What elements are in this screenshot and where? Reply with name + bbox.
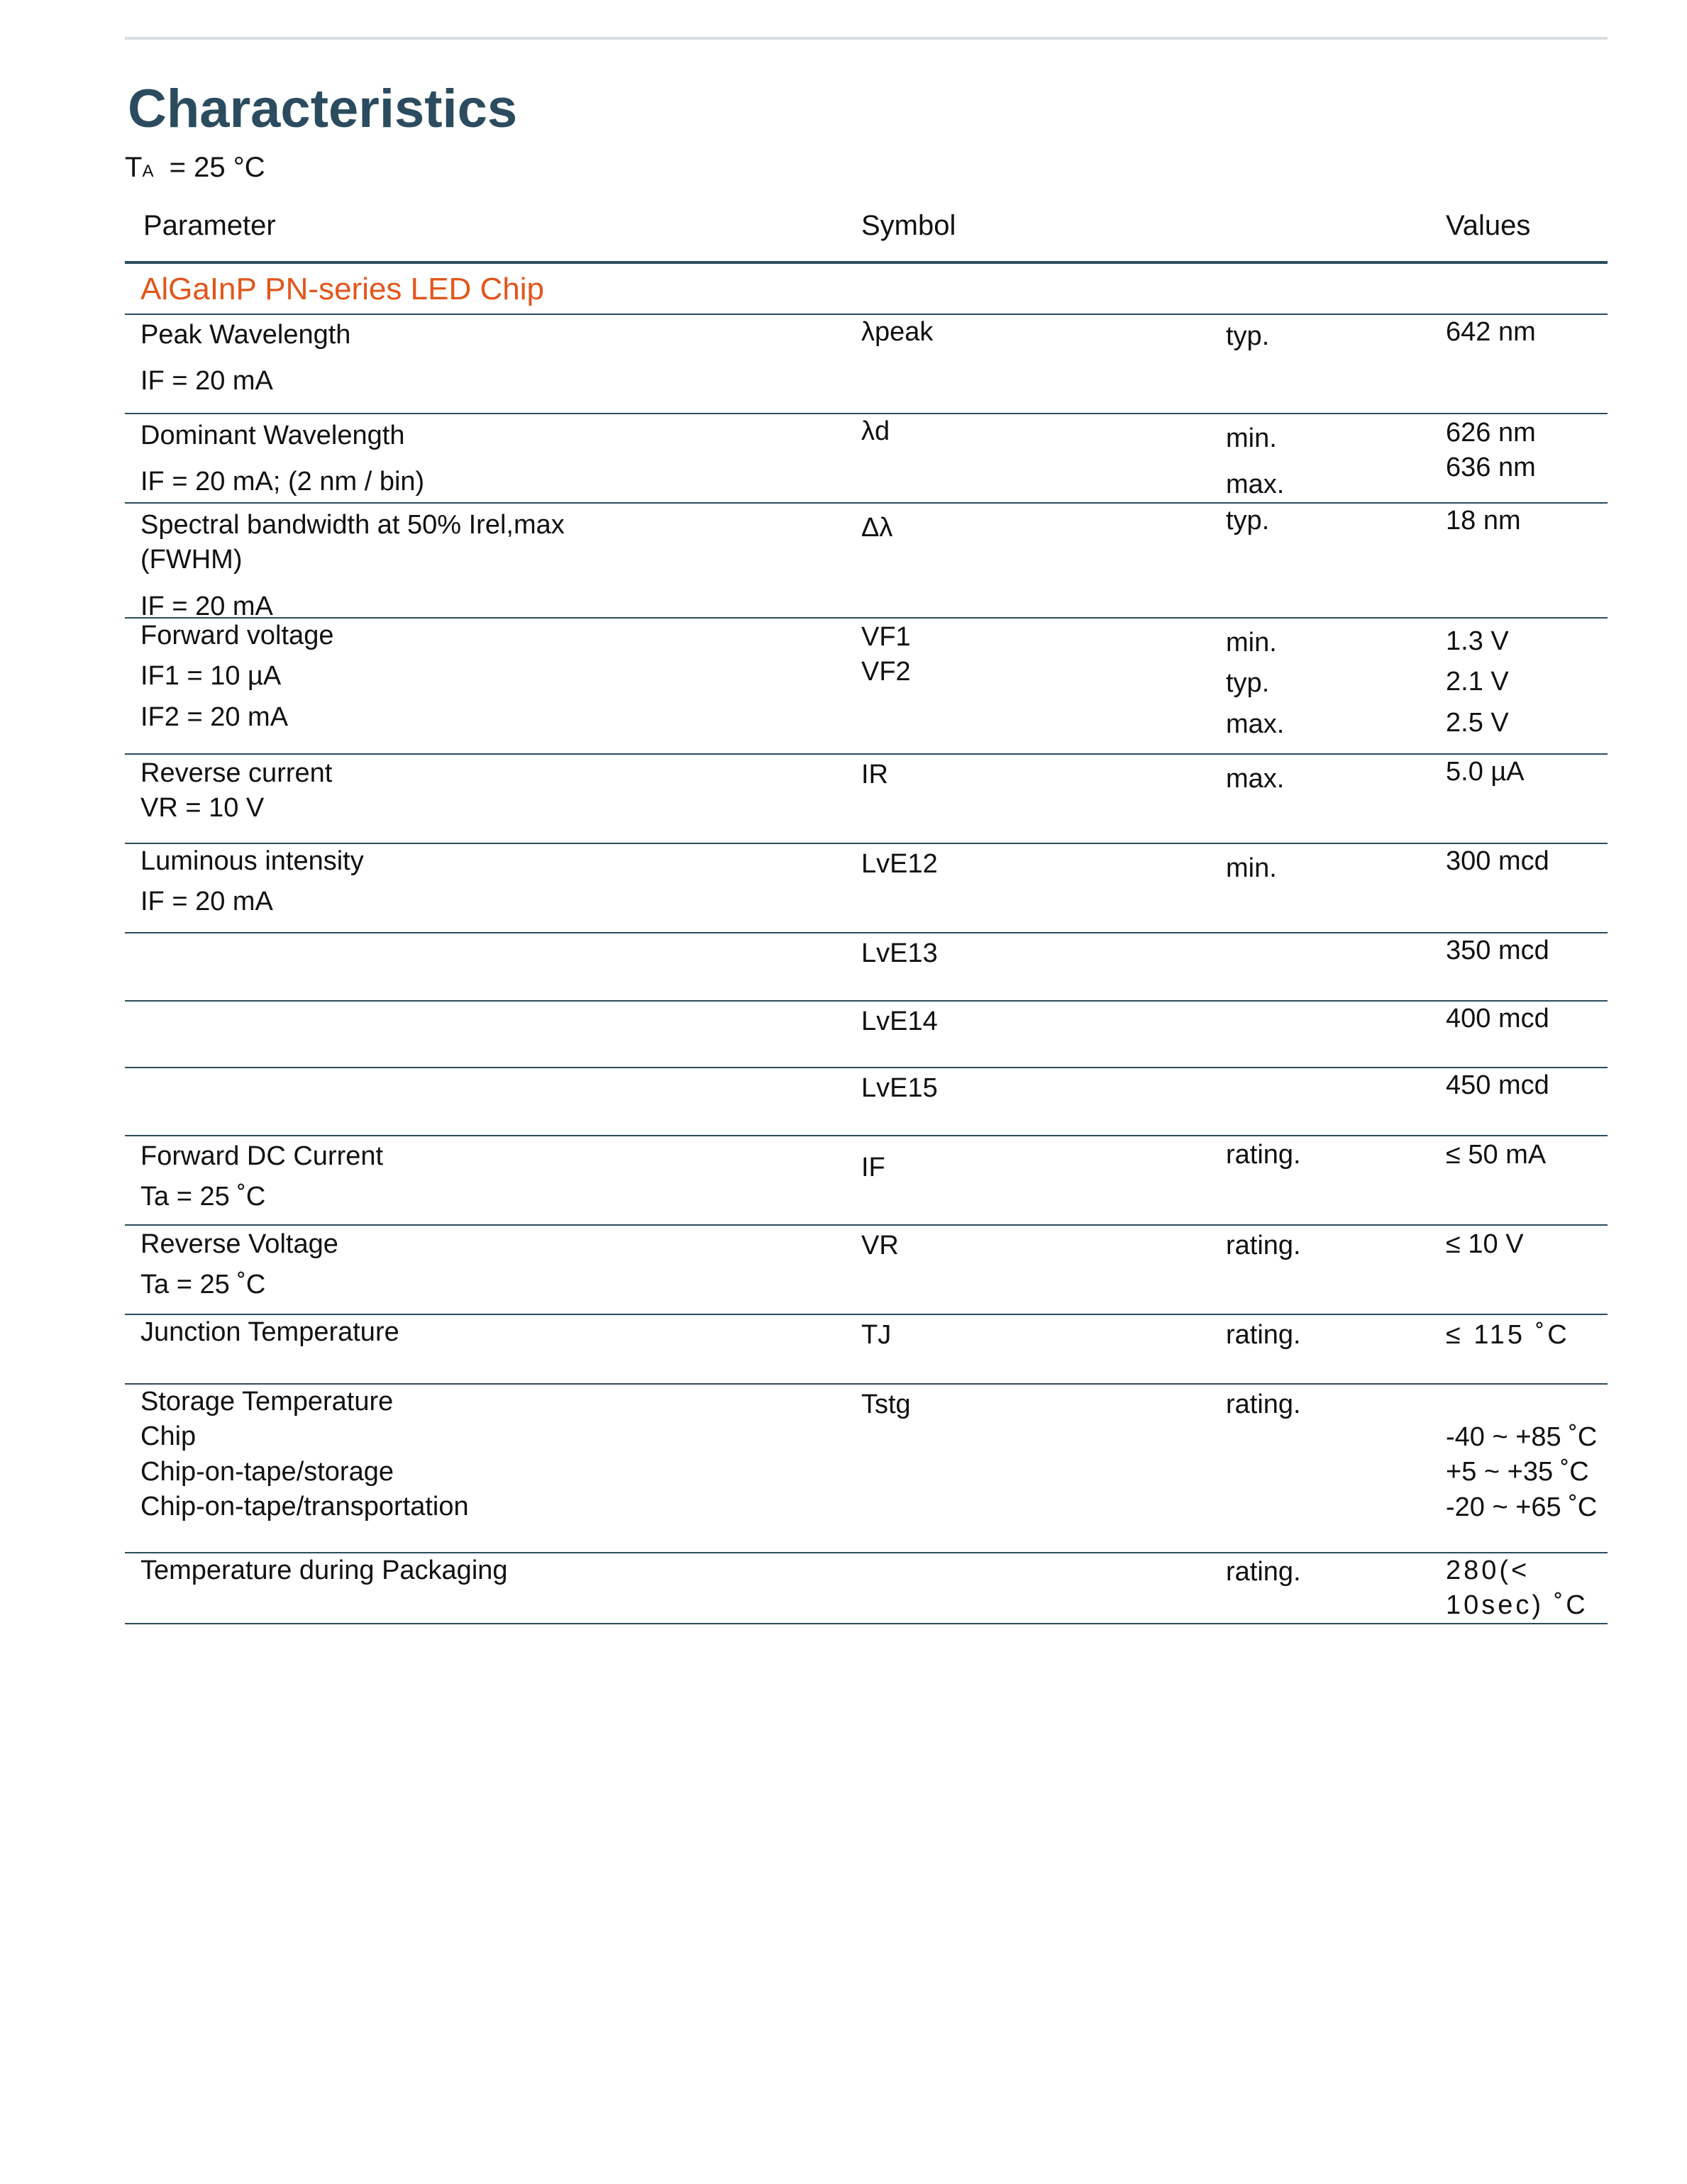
row-parameter: Luminous intensity bbox=[140, 846, 364, 876]
table-row bbox=[125, 1553, 1608, 1624]
table-row bbox=[125, 933, 1608, 1002]
row-value: 280(< bbox=[1446, 1556, 1530, 1585]
row-parameter: Forward voltage bbox=[140, 621, 334, 650]
row-value: 2.1 V bbox=[1446, 667, 1509, 697]
row-symbol: IR bbox=[861, 760, 888, 789]
row-parameter: Forward DC Current bbox=[140, 1141, 384, 1171]
row-qualifier: typ. bbox=[1226, 321, 1270, 351]
table-row bbox=[125, 414, 1608, 504]
row-qualifier: rating. bbox=[1226, 1320, 1301, 1350]
row-condition: Ta = 25 ˚C bbox=[140, 1270, 266, 1300]
section-heading: AlGaInP PN-series LED Chip bbox=[125, 264, 1608, 315]
row-symbol: Tstg bbox=[861, 1390, 911, 1419]
table-row bbox=[125, 504, 1608, 619]
row-subitem: Chip-on-tape/storage bbox=[140, 1456, 394, 1487]
row-value: +5 ~ +35 ˚C bbox=[1446, 1457, 1589, 1487]
table-row bbox=[125, 315, 1608, 414]
row-symbol: VR bbox=[861, 1231, 899, 1260]
row-qualifier: max. bbox=[1226, 764, 1285, 794]
row-parameter: Dominant Wavelength bbox=[140, 421, 405, 450]
row-symbol: VF1 bbox=[861, 622, 911, 652]
row-parameter: Spectral bandwidth at 50% Irel,max bbox=[140, 510, 565, 540]
row-parameter: Storage Temperature bbox=[140, 1387, 394, 1417]
row-value: 642 nm bbox=[1446, 317, 1536, 347]
row-symbol: LvE14 bbox=[861, 1007, 938, 1036]
row-subitem: Chip-on-tape/transportation bbox=[140, 1492, 469, 1522]
row-condition: IF = 20 mA bbox=[140, 887, 273, 917]
row-condition: IF1 = 10 µA bbox=[140, 661, 282, 692]
row-qualifier: rating. bbox=[1226, 1557, 1301, 1587]
row-symbol: IF bbox=[861, 1153, 885, 1182]
row-value: 5.0 µA bbox=[1446, 757, 1525, 787]
row-qualifier: max. bbox=[1226, 470, 1285, 500]
table-header bbox=[125, 206, 1608, 264]
table-row bbox=[125, 1068, 1608, 1136]
row-symbol: LvE13 bbox=[861, 938, 938, 968]
row-condition: IF = 20 mA; (2 nm / bin) bbox=[140, 467, 425, 497]
header-values: Values bbox=[1446, 210, 1531, 241]
row-subitem: Chip bbox=[140, 1421, 197, 1452]
row-qualifier: rating. bbox=[1226, 1231, 1301, 1260]
table-row bbox=[125, 1136, 1608, 1226]
row-value: 1.3 V bbox=[1446, 626, 1509, 656]
row-value: -40 ~ +85 ˚C bbox=[1446, 1422, 1598, 1452]
row-symbol: LvE15 bbox=[861, 1073, 938, 1103]
row-qualifier: min. bbox=[1226, 628, 1277, 658]
row-value: 300 mcd bbox=[1446, 846, 1549, 876]
row-condition: Ta = 25 ˚C bbox=[140, 1182, 266, 1212]
row-value: ≤ 115 ˚C bbox=[1446, 1320, 1570, 1350]
row-condition: IF2 = 20 mA bbox=[140, 702, 289, 732]
row-value: -20 ~ +65 ˚C bbox=[1446, 1492, 1598, 1522]
row-condition: VR = 10 V bbox=[140, 793, 265, 824]
page-title: Characteristics bbox=[128, 79, 518, 139]
header-parameter: Parameter bbox=[143, 210, 276, 241]
row-parameter: Reverse Voltage bbox=[140, 1229, 338, 1259]
row-symbol: λd bbox=[861, 416, 890, 446]
row-value: 18 nm bbox=[1446, 506, 1521, 536]
row-qualifier: typ. bbox=[1226, 506, 1270, 536]
row-parameter: (FWHM) bbox=[140, 545, 243, 575]
table-row bbox=[125, 755, 1608, 844]
row-value: 350 mcd bbox=[1446, 936, 1549, 965]
row-qualifier: min. bbox=[1226, 423, 1277, 453]
table-row bbox=[125, 619, 1608, 755]
row-symbol: LvE12 bbox=[861, 849, 938, 879]
row-symbol: VF2 bbox=[861, 657, 911, 687]
row-qualifier: min. bbox=[1226, 853, 1277, 883]
table-row bbox=[125, 844, 1608, 933]
row-symbol: Δλ bbox=[861, 513, 893, 543]
row-value: 450 mcd bbox=[1446, 1070, 1549, 1100]
row-value: ≤ 50 mA bbox=[1446, 1140, 1547, 1170]
header-symbol: Symbol bbox=[861, 210, 956, 241]
row-value: 10sec) ˚C bbox=[1446, 1590, 1588, 1621]
top-divider bbox=[125, 37, 1608, 40]
row-parameter: Temperature during Packaging bbox=[140, 1556, 508, 1585]
row-qualifier: max. bbox=[1226, 709, 1285, 739]
row-parameter: Peak Wavelength bbox=[140, 320, 351, 350]
table-row bbox=[125, 1315, 1608, 1385]
row-value: 636 nm bbox=[1446, 453, 1536, 483]
row-value: 2.5 V bbox=[1446, 707, 1509, 738]
table-row bbox=[125, 1226, 1608, 1315]
row-condition: IF = 20 mA bbox=[140, 366, 273, 397]
row-symbol: λpeak bbox=[861, 317, 934, 347]
row-value: 400 mcd bbox=[1446, 1004, 1549, 1033]
row-qualifier: rating. bbox=[1226, 1140, 1301, 1170]
row-parameter: Junction Temperature bbox=[140, 1317, 399, 1347]
table-row bbox=[125, 1002, 1608, 1068]
row-qualifier: rating. bbox=[1226, 1390, 1301, 1419]
row-qualifier: typ. bbox=[1226, 668, 1270, 699]
row-condition: IF = 20 mA bbox=[140, 591, 273, 621]
row-parameter: Reverse current bbox=[140, 758, 333, 788]
ambient-temperature: TA = 25 °C bbox=[125, 152, 265, 183]
row-symbol: TJ bbox=[861, 1320, 892, 1350]
row-value: ≤ 10 V bbox=[1446, 1229, 1524, 1259]
row-value: 626 nm bbox=[1446, 418, 1536, 448]
table-row bbox=[125, 1385, 1608, 1553]
